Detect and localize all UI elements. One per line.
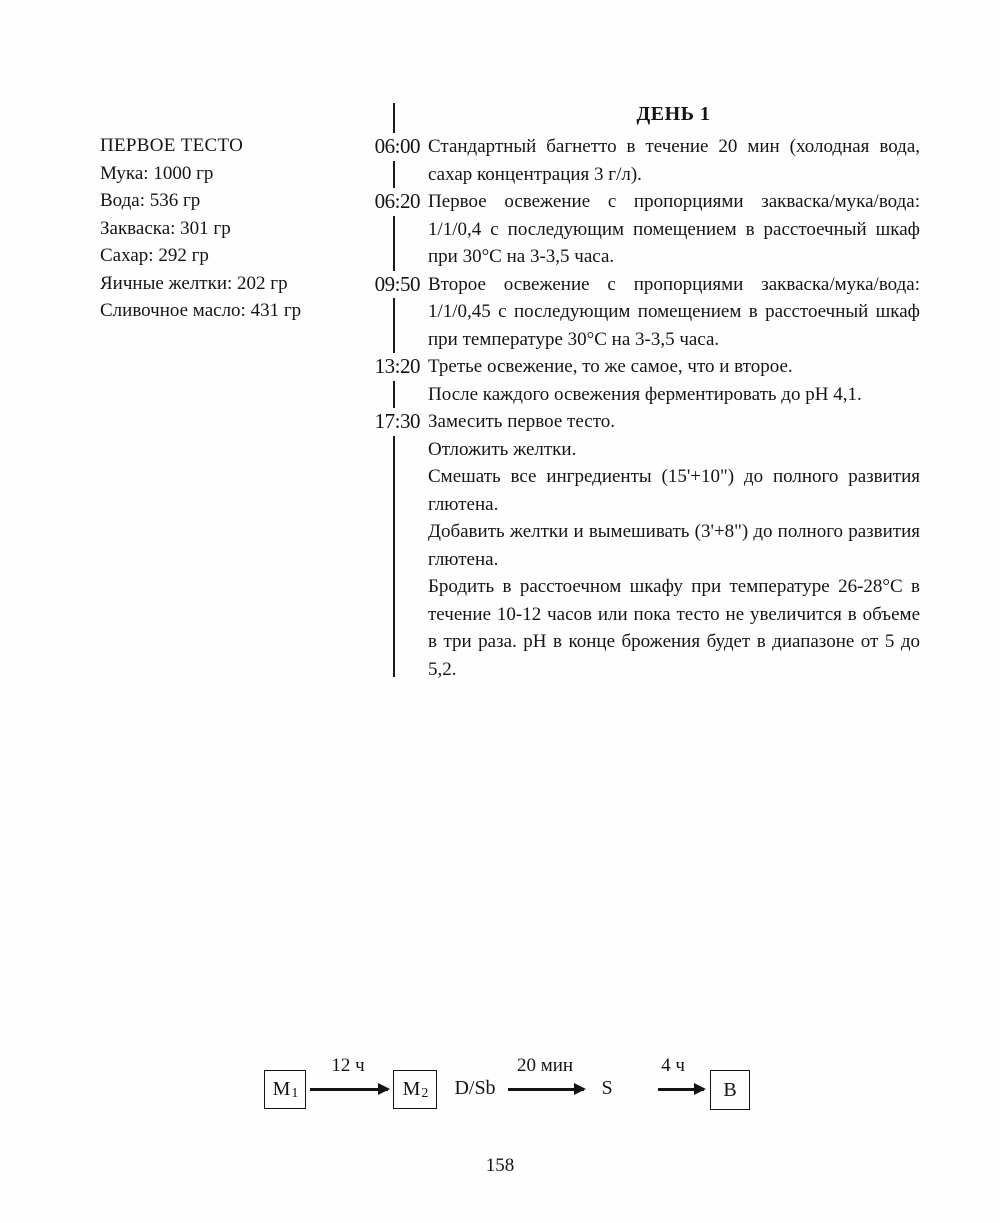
entry-paragraph: Первое освежение с пропорциями закваска/мука/вода: 1/1/0,4 с последующим помещением в расстоечный шкаф при 30°С на 3-3,5 часа. [428, 191, 920, 267]
flow-arrow [508, 1088, 584, 1091]
entry-paragraph: Добавить желтки и вымешивать (3'+8") до полного развития глютена. [428, 521, 920, 570]
ingredient-item: Вода: 536 гр [100, 190, 201, 211]
timeline-entry [365, 188, 921, 271]
ingredients-title: ПЕРВОЕ ТЕСТО [100, 135, 244, 156]
flow-text-dsb: D/Sb [454, 1077, 496, 1099]
ingredient-item: Мука: 1000 гр [100, 162, 214, 184]
timeline-entry [365, 133, 921, 188]
entry-paragraph: После каждого освежения ферментировать до pH 4,1. [428, 383, 862, 405]
entry-paragraph: Второе освежение с пропорциями закваска/мука/вода: 1/1/0,45 с последующим помещением в расстоечный шкаф при температуре 30°С на 3-3,5 часа. [428, 273, 920, 350]
entry-text [428, 353, 920, 408]
flow-box-b [710, 1070, 750, 1110]
entry-paragraph: Бродить в расстоечном шкафу при температуре 26-28°С в течение 10-12 часов или пока тесто не увеличится в объеме в три раза. pH в конце брожения будет в диапазоне от 5 до 5,2. [428, 576, 920, 680]
flow-arrow [310, 1088, 388, 1091]
timeline-entry [365, 408, 921, 683]
flow-text-s: S [601, 1077, 613, 1099]
flow-box-label: M [402, 1078, 421, 1100]
entry-text [428, 408, 920, 683]
entry-paragraph: Замесить первое тесто. [428, 411, 616, 432]
day-schedule [365, 100, 921, 683]
flow-box-m1: M $_1$ [264, 1070, 306, 1109]
arrow-label: 12 ч [331, 1055, 365, 1076]
entry-paragraph: Третье освежение, то же самое, что и второе. [428, 356, 793, 377]
ingredient-item: Сливочное масло: 431 гр [100, 300, 302, 321]
flow-box-label: B [723, 1078, 737, 1101]
schedule-title: ДЕНЬ 1 [636, 103, 711, 125]
entry-time: 06:20 [365, 188, 420, 216]
entry-paragraph: Отложить желтки. [428, 438, 577, 460]
entry-time: 09:50 [365, 271, 420, 299]
entry-paragraph: Стандартный багнетто в течение 20 мин (холодная вода, сахар концентрация 3 г/л). [428, 136, 920, 185]
entry-text [428, 133, 920, 188]
ingredient-item: Сахар: 292 гр [100, 245, 209, 266]
flow-box-label: M [272, 1078, 291, 1100]
timeline-entry [365, 353, 921, 408]
arrow-label: 4 ч [661, 1055, 685, 1076]
timeline-entry [365, 271, 921, 354]
arrow-label: 20 мин [516, 1055, 574, 1076]
ingredient-item: Яичные желтки: 202 гр [100, 272, 288, 294]
entry-time: 06:00 [365, 133, 420, 161]
entry-text [428, 271, 920, 354]
ingredients-panel [100, 132, 301, 325]
flow-box-m2: M $_2$ [393, 1070, 437, 1109]
page-number: 158 [485, 1155, 515, 1176]
entry-time: 17:30 [365, 408, 420, 436]
entry-paragraph: Смешать все ингредиенты (15'+10") до полного развития глютена. [428, 466, 920, 515]
entry-time: 13:20 [365, 353, 420, 381]
flow-arrow [658, 1088, 704, 1091]
entry-text [428, 188, 920, 271]
ingredient-item: Закваска: 301 гр [100, 217, 231, 239]
